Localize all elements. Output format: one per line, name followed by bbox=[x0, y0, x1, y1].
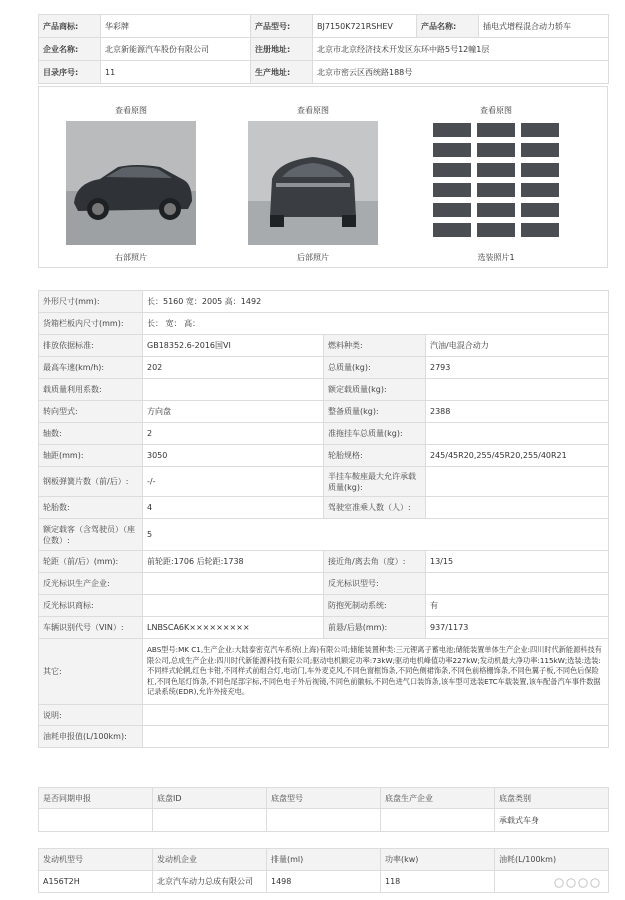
photo-rear bbox=[243, 105, 383, 263]
note-label: 说明: bbox=[39, 705, 143, 726]
product-name-value: 插电式增程混合动力轿车 bbox=[479, 15, 609, 38]
chassis-header: 底盘ID bbox=[153, 788, 267, 809]
dimensions-label: 外形尺寸(mm): bbox=[39, 291, 143, 313]
chassis-header: 是否同期申报 bbox=[39, 788, 153, 809]
spec-row bbox=[39, 519, 609, 551]
gross-mass-value: 2793 bbox=[426, 357, 609, 379]
wheelbase-label: 轴距(mm): bbox=[39, 445, 143, 467]
rated-seats-value: 5 bbox=[143, 519, 609, 551]
leaf-spring-label: 钢板弹簧片数（前/后）: bbox=[39, 467, 143, 497]
cab-seats-label: 驾驶室准乘人数（人）: bbox=[324, 497, 426, 519]
fuel-cons-label: 油耗申报值(L/100km): bbox=[39, 726, 143, 748]
spec-row bbox=[39, 313, 609, 335]
view-original-link[interactable]: 查看原图 bbox=[115, 106, 147, 115]
rated-load-value bbox=[426, 379, 609, 401]
model-value: BJ7150K721RSHEV bbox=[313, 15, 417, 38]
rated-load-label: 额定载质量(kg): bbox=[324, 379, 426, 401]
chassis-table bbox=[38, 787, 609, 832]
photo-optional bbox=[426, 105, 566, 263]
spec-row bbox=[39, 401, 609, 423]
saddle-load-label: 半挂车鞍座最大允许承载质量(kg): bbox=[324, 467, 426, 497]
tire-spec-value: 245/45R20,255/45R20,255/40R21 bbox=[426, 445, 609, 467]
reflector-maker-value bbox=[143, 573, 324, 595]
dots-icon bbox=[551, 876, 607, 890]
chassis-cell bbox=[39, 809, 153, 832]
spec-row bbox=[39, 573, 609, 595]
spec-row bbox=[39, 467, 609, 497]
prod-address-value: 北京市密云区西统路188号 bbox=[313, 61, 609, 84]
chassis-cell bbox=[153, 809, 267, 832]
spec-row bbox=[39, 705, 609, 726]
note-value bbox=[143, 705, 609, 726]
load-coef-value bbox=[143, 379, 324, 401]
reflector-brand-value bbox=[143, 595, 324, 617]
spec-row bbox=[39, 595, 609, 617]
overhang-value: 937/1173 bbox=[426, 617, 609, 639]
emission-value: GB18352.6-2016国VI bbox=[143, 335, 324, 357]
spec-row bbox=[39, 445, 609, 467]
catalog-no-label: 目录序号: bbox=[39, 61, 101, 84]
info-row bbox=[39, 15, 609, 38]
leaf-spring-value: -/- bbox=[143, 467, 324, 497]
reflector-brand-label: 反光标识商标: bbox=[39, 595, 143, 617]
saddle-load-value bbox=[426, 467, 609, 497]
model-label: 产品型号: bbox=[251, 15, 313, 38]
spec-row bbox=[39, 497, 609, 519]
vin-label: 车辆识别代号（VIN）: bbox=[39, 617, 143, 639]
fuel-cons-value bbox=[143, 726, 609, 748]
spec-row bbox=[39, 357, 609, 379]
spec-row bbox=[39, 335, 609, 357]
option-collage-photo[interactable] bbox=[431, 121, 561, 245]
spec-row bbox=[39, 726, 609, 748]
engine-model-cell: A156T2H bbox=[39, 871, 153, 893]
engine-header: 发动机企业 bbox=[153, 849, 267, 871]
spec-row bbox=[39, 617, 609, 639]
curb-mass-value: 2388 bbox=[426, 401, 609, 423]
engine-header: 发动机型号 bbox=[39, 849, 153, 871]
abs-label: 防抱死制动系统: bbox=[324, 595, 426, 617]
dimensions-value: 长：5160 宽：2005 高：1492 bbox=[143, 291, 609, 313]
steering-value: 方向盘 bbox=[143, 401, 324, 423]
chassis-header: 底盘生产企业 bbox=[381, 788, 495, 809]
brand-label: 产品商标: bbox=[39, 15, 101, 38]
product-name-label: 产品名称: bbox=[417, 15, 479, 38]
fuel-label: 燃料种类: bbox=[324, 335, 426, 357]
axle-count-label: 轴数: bbox=[39, 423, 143, 445]
abs-value: 有 bbox=[426, 595, 609, 617]
car-side-photo[interactable] bbox=[66, 121, 196, 245]
max-speed-value: 202 bbox=[143, 357, 324, 379]
tow-mass-label: 准拖挂车总质量(kg): bbox=[324, 423, 426, 445]
spec-row bbox=[39, 639, 609, 705]
spec-row bbox=[39, 379, 609, 401]
other-value: ABS型号:MK C1,生产企业:大陆泰密克汽车系统(上海)有限公司;储能装置种类:三元锂离子蓄电池;储能装置单体生产企业:四川时代新能源科技有限公司,总成生产企业:四川时代新能源科技有限公司;驱动电机额定功率:73kW;驱动电机峰值功率227kW;发动机最大净功率:115kW;选装:选装:不同样式轮辋,红色卡钳,不同样式前组合灯,电动门,车外麦克风,不同色窗框饰条,不同色侧裙饰条,不同色前格栅饰条,不同色翼子板,不同色后保险杠,不同色尾灯饰条,不同色尾部字标,不同色电子外后视镜,不同色前徽标,不同色进气口装饰条,该车型可选装ETC车载装置,该车配备汽车事件数据记录系统(EDR),允许外接充电。 bbox=[143, 639, 609, 705]
engine-header-row bbox=[39, 849, 609, 871]
engine-header: 油耗(L/100km) bbox=[495, 849, 609, 871]
rated-seats-label: 额定载客（含驾驶员）（座位数）: bbox=[39, 519, 143, 551]
view-original-link[interactable]: 查看原图 bbox=[297, 106, 329, 115]
car-rear-photo[interactable] bbox=[248, 121, 378, 245]
reflector-maker-label: 反光标识生产企业: bbox=[39, 573, 143, 595]
spec-row bbox=[39, 423, 609, 445]
chassis-header: 底盘类别 bbox=[495, 788, 609, 809]
emission-label: 排放依据标准: bbox=[39, 335, 143, 357]
cab-seats-value bbox=[426, 497, 609, 519]
photo-caption: 右部照片 bbox=[115, 253, 147, 262]
overhang-label: 前悬/后悬(mm): bbox=[324, 617, 426, 639]
load-coef-label: 载质量利用系数: bbox=[39, 379, 143, 401]
track-value: 前轮距:1706 后轮距:1738 bbox=[143, 551, 324, 573]
chassis-cell bbox=[267, 809, 381, 832]
spec-row bbox=[39, 291, 609, 313]
cargo-size-label: 货箱栏板内尺寸(mm): bbox=[39, 313, 143, 335]
steering-label: 转向型式: bbox=[39, 401, 143, 423]
engine-displacement-cell: 1498 bbox=[267, 871, 381, 893]
tire-count-label: 轮胎数: bbox=[39, 497, 143, 519]
other-label: 其它: bbox=[39, 639, 143, 705]
reflector-model-value bbox=[426, 573, 609, 595]
chassis-row bbox=[39, 809, 609, 832]
photo-caption: 后部照片 bbox=[297, 253, 329, 262]
photo-gallery bbox=[38, 86, 608, 268]
angle-value: 13/15 bbox=[426, 551, 609, 573]
fuel-value: 汽油/电混合动力 bbox=[426, 335, 609, 357]
info-row bbox=[39, 38, 609, 61]
company-label: 企业名称: bbox=[39, 38, 101, 61]
chassis-header: 底盘型号 bbox=[267, 788, 381, 809]
tow-mass-value bbox=[426, 423, 609, 445]
wheelbase-value: 3050 bbox=[143, 445, 324, 467]
reg-address-value: 北京市北京经济技术开发区东环中路5号12幢1层 bbox=[313, 38, 609, 61]
product-info-table bbox=[38, 14, 609, 84]
track-label: 轮距（前/后）(mm): bbox=[39, 551, 143, 573]
angle-label: 接近角/离去角（度）: bbox=[324, 551, 426, 573]
chassis-cell bbox=[381, 809, 495, 832]
cargo-size-value: 长： 宽： 高： bbox=[143, 313, 609, 335]
curb-mass-label: 整备质量(kg): bbox=[324, 401, 426, 423]
prod-address-label: 生产地址: bbox=[251, 61, 313, 84]
engine-header: 功率(kw) bbox=[381, 849, 495, 871]
reg-address-label: 注册地址: bbox=[251, 38, 313, 61]
reflector-model-label: 反光标识型号: bbox=[324, 573, 426, 595]
engine-header: 排量(ml) bbox=[267, 849, 381, 871]
max-speed-label: 最高车速(km/h): bbox=[39, 357, 143, 379]
tire-spec-label: 轮胎规格: bbox=[324, 445, 426, 467]
tire-count-value: 4 bbox=[143, 497, 324, 519]
photo-caption: 选装照片1 bbox=[477, 253, 515, 262]
brand-value: 华彩牌 bbox=[101, 15, 251, 38]
catalog-no-value: 11 bbox=[101, 61, 251, 84]
info-row bbox=[39, 61, 609, 84]
axle-count-value: 2 bbox=[143, 423, 324, 445]
company-value: 北京新能源汽车股份有限公司 bbox=[101, 38, 251, 61]
chassis-cell: 承载式车身 bbox=[495, 809, 609, 832]
spec-row bbox=[39, 551, 609, 573]
photo-right bbox=[61, 105, 201, 263]
chassis-header-row bbox=[39, 788, 609, 809]
gross-mass-label: 总质量(kg): bbox=[324, 357, 426, 379]
engine-company-cell: 北京汽车动力总成有限公司 bbox=[153, 871, 267, 893]
engine-power-cell: 118 bbox=[381, 871, 495, 893]
vin-value: LNBSCA6K××××××××× bbox=[143, 617, 324, 639]
view-original-link[interactable]: 查看原图 bbox=[480, 106, 512, 115]
engine-row bbox=[39, 871, 609, 893]
engine-table bbox=[38, 848, 609, 893]
spec-table bbox=[38, 290, 609, 748]
